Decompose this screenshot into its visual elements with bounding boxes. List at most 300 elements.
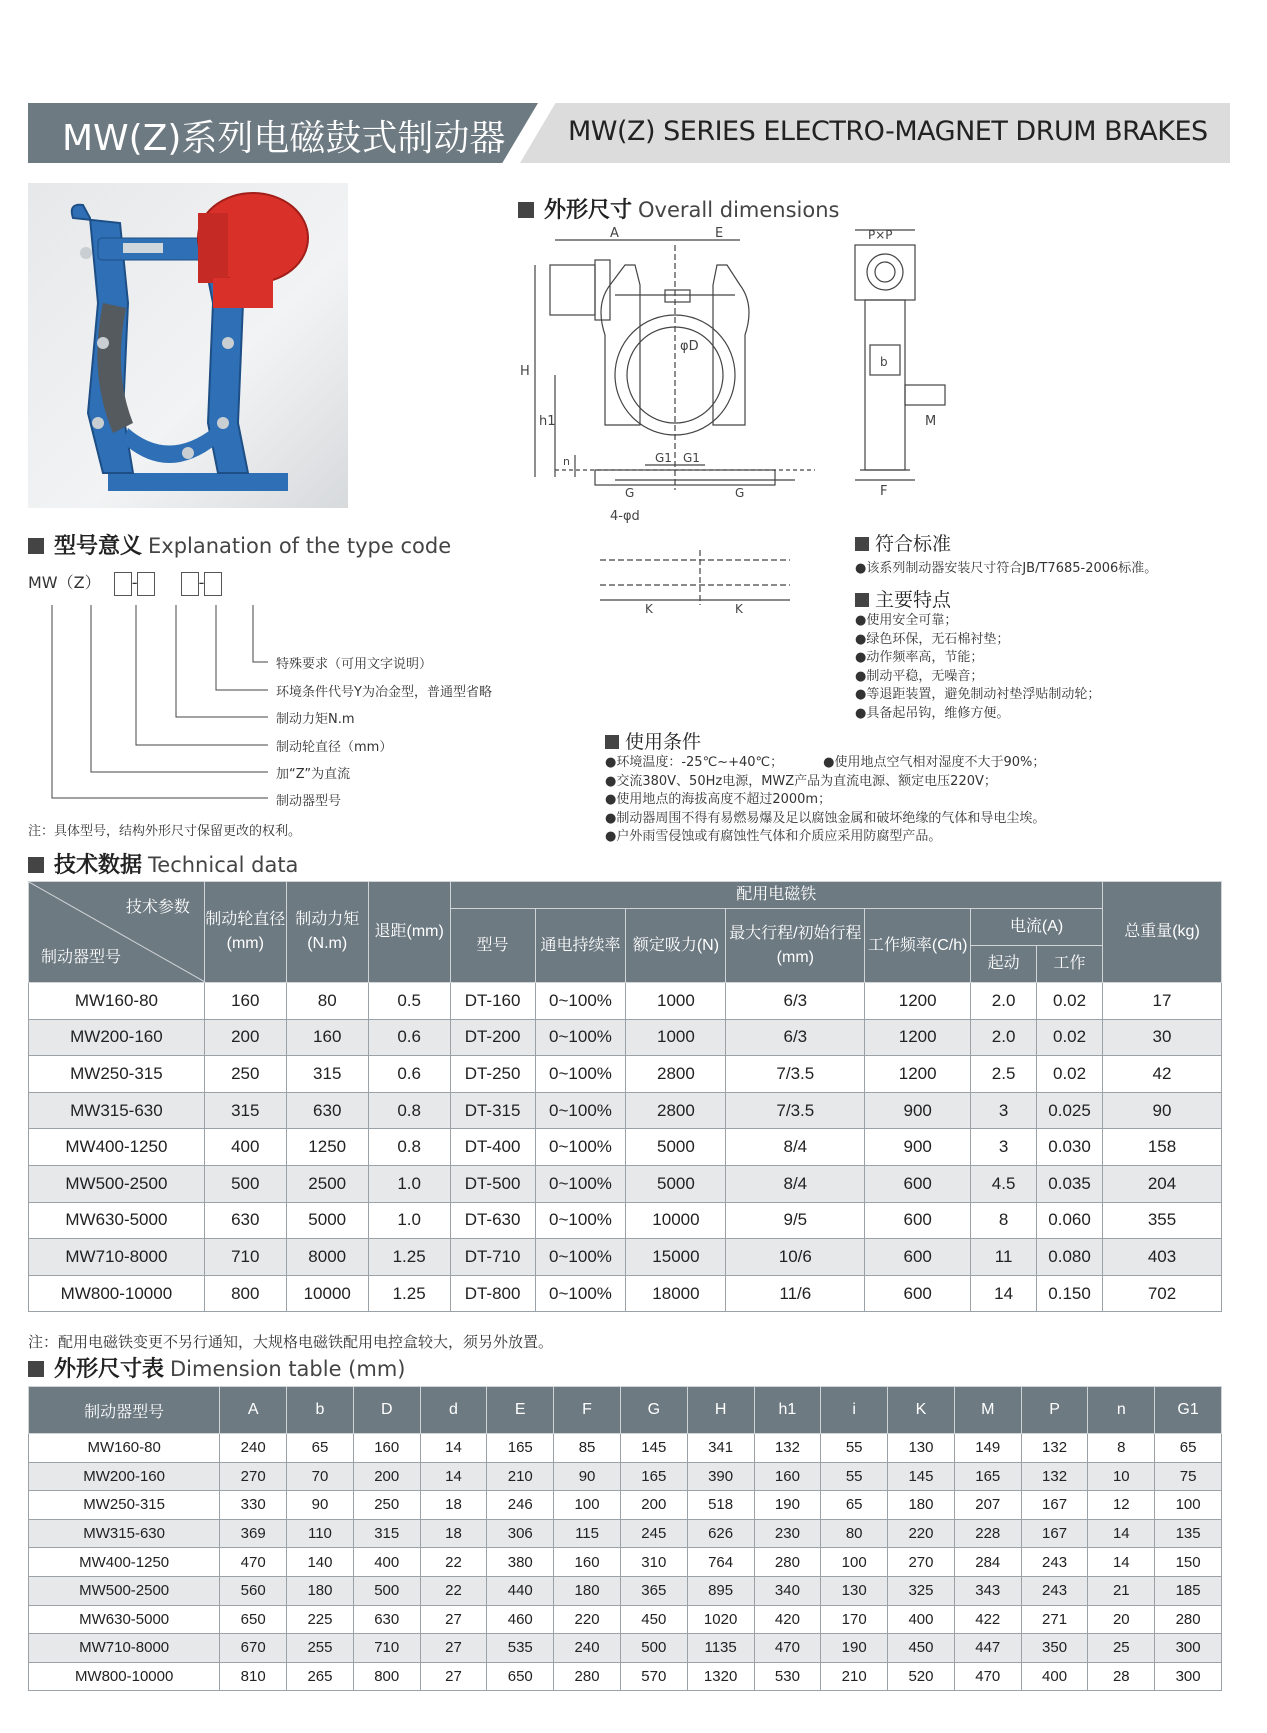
table-row: [29, 1092, 1222, 1129]
table-cell: 25: [1088, 1634, 1155, 1663]
table-cell: 190: [754, 1491, 821, 1520]
column-header: h1: [754, 1387, 821, 1434]
table-cell: 518: [687, 1491, 754, 1520]
dimension-table: [28, 1386, 1222, 1691]
type-code-box: [114, 572, 132, 596]
table-cell: 21: [1088, 1576, 1155, 1605]
header-force: 额定吸力(N): [626, 909, 726, 983]
table-cell: 440: [487, 1576, 554, 1605]
table-cell: 340: [754, 1576, 821, 1605]
table-cell: 90: [554, 1462, 621, 1491]
table-cell: 520: [888, 1662, 955, 1691]
model-cell: MW160-80: [29, 983, 205, 1020]
table-cell: 400: [353, 1548, 420, 1577]
table-row: [29, 1202, 1222, 1239]
table-cell: 2.0: [971, 983, 1037, 1020]
type-code-line: 制动轮直径（mm）: [276, 740, 393, 755]
table-cell: 200: [353, 1462, 420, 1491]
table-cell: 2800: [626, 1092, 726, 1129]
table-cell: 315: [204, 1092, 286, 1129]
table-cell: 1200: [865, 1019, 971, 1056]
table-cell: 246: [487, 1491, 554, 1520]
table-cell: 0.060: [1037, 1202, 1103, 1239]
table-cell: 230: [754, 1519, 821, 1548]
dimension-table-title: 外形尺寸表 Dimension table (mm): [28, 1352, 405, 1383]
table-cell: 1000: [626, 1019, 726, 1056]
table-cell: 0.030: [1037, 1129, 1103, 1166]
table-cell: 4.5: [971, 1165, 1037, 1202]
table-cell: 28: [1088, 1662, 1155, 1691]
table-cell: 1320: [687, 1662, 754, 1691]
table-cell: DT-500: [450, 1165, 535, 1202]
table-cell: 10/6: [726, 1239, 865, 1276]
type-code-leader-lines: [28, 605, 278, 805]
column-header: 制动器型号: [29, 1387, 220, 1434]
table-cell: 22: [420, 1548, 487, 1577]
table-row: [29, 1605, 1222, 1634]
dim-label-d: φD: [680, 339, 699, 354]
conditions-item: ●交流380V、50Hz电源，MWZ产品为直流电源、额定电压220V；: [605, 773, 997, 789]
table-cell: 315: [286, 1056, 368, 1093]
header-torque: 制动力矩(N.m): [286, 882, 368, 983]
features-item: ●绿色环保，无石棉衬垫；: [855, 631, 1010, 647]
table-cell: 0.035: [1037, 1165, 1103, 1202]
table-cell: 330: [220, 1491, 287, 1520]
table-cell: 115: [554, 1519, 621, 1548]
table-cell: 300: [1155, 1634, 1222, 1663]
column-header: b: [287, 1387, 354, 1434]
model-cell: MW160-80: [29, 1434, 220, 1463]
table-cell: DT-710: [450, 1239, 535, 1276]
model-cell: MW500-2500: [29, 1165, 205, 1202]
table-cell: 284: [954, 1548, 1021, 1577]
type-code-box: [137, 572, 155, 596]
table-cell: 11/6: [726, 1275, 865, 1312]
table-cell: 0.150: [1037, 1275, 1103, 1312]
table-cell: 270: [888, 1548, 955, 1577]
features-item: ●动作频率高，节能；: [855, 650, 984, 665]
dim-label-g-right: G: [735, 486, 745, 500]
table-cell: DT-160: [450, 983, 535, 1020]
table-cell: 0~100%: [535, 1019, 626, 1056]
table-cell: 8: [1088, 1434, 1155, 1463]
table-cell: 500: [620, 1634, 687, 1663]
dim-label-k-left: K: [645, 602, 653, 615]
table-cell: DT-315: [450, 1092, 535, 1129]
table-cell: 207: [954, 1491, 1021, 1520]
side-view-drawing: [840, 225, 960, 505]
table-cell: 1250: [286, 1129, 368, 1166]
table-cell: 270: [220, 1462, 287, 1491]
table-cell: 10000: [626, 1202, 726, 1239]
model-cell: MW200-160: [29, 1019, 205, 1056]
table-row: [29, 983, 1222, 1020]
table-cell: 55: [821, 1462, 888, 1491]
table-cell: 110: [287, 1519, 354, 1548]
dim-label-holes: 4-φd: [610, 509, 640, 524]
table-cell: 132: [754, 1434, 821, 1463]
features-list: [855, 612, 1100, 723]
column-header: H: [687, 1387, 754, 1434]
table-row: [29, 1576, 1222, 1605]
type-code-line: 制动力矩N.m: [276, 712, 355, 727]
table-cell: 280: [1155, 1605, 1222, 1634]
drum-brake-illustration: [28, 183, 348, 508]
table-cell: 450: [620, 1605, 687, 1634]
table-cell: 470: [220, 1548, 287, 1577]
type-code-box: [204, 572, 222, 596]
dim-label-m: M: [925, 414, 937, 429]
model-cell: MW630-5000: [29, 1605, 220, 1634]
table-cell: 0~100%: [535, 1239, 626, 1276]
table-cell: 3: [971, 1092, 1037, 1129]
dim-label-g1-right: G1: [683, 451, 700, 465]
table-cell: 0.025: [1037, 1092, 1103, 1129]
table-cell: 70: [287, 1462, 354, 1491]
table-cell: 650: [220, 1605, 287, 1634]
table-cell: 560: [220, 1576, 287, 1605]
table-cell: 1.25: [368, 1275, 450, 1312]
table-cell: 5000: [626, 1165, 726, 1202]
conditions-list: [605, 754, 1045, 847]
table-cell: 460: [487, 1605, 554, 1634]
table-cell: 0.8: [368, 1092, 450, 1129]
table-cell: DT-400: [450, 1129, 535, 1166]
column-header: F: [554, 1387, 621, 1434]
table-cell: 130: [888, 1434, 955, 1463]
table-cell: 2500: [286, 1165, 368, 1202]
table-cell: 810: [220, 1662, 287, 1691]
page-title-cn: MW(Z)系列电磁鼓式制动器: [62, 118, 506, 159]
dim-label-g1-left: G1: [655, 451, 672, 465]
table-cell: 280: [754, 1548, 821, 1577]
table-cell: 626: [687, 1519, 754, 1548]
dim-label-h1: h1: [539, 414, 556, 429]
table-cell: 600: [865, 1165, 971, 1202]
model-cell: MW710-8000: [29, 1634, 220, 1663]
table-cell: 650: [487, 1662, 554, 1691]
square-bullet-icon: [28, 1361, 44, 1377]
conditions-item: ●使用地点空气相对湿度不大于90%；: [823, 755, 1046, 770]
column-header: E: [487, 1387, 554, 1434]
table-cell: 710: [204, 1239, 286, 1276]
header-diagonal-cell: [29, 882, 205, 983]
table-cell: 220: [888, 1519, 955, 1548]
table-cell: 130: [821, 1576, 888, 1605]
table-cell: 65: [821, 1491, 888, 1520]
header-wheel-diameter: 制动轮直径(mm): [204, 882, 286, 983]
table-cell: 8/4: [726, 1129, 865, 1166]
table-cell: 140: [287, 1548, 354, 1577]
table-row: [29, 1056, 1222, 1093]
table-cell: 310: [620, 1548, 687, 1577]
table-cell: 18: [420, 1519, 487, 1548]
table-cell: 90: [287, 1491, 354, 1520]
table-cell: 369: [220, 1519, 287, 1548]
table-cell: 55: [821, 1434, 888, 1463]
table-cell: 300: [1155, 1662, 1222, 1691]
table-cell: 27: [420, 1662, 487, 1691]
table-row: [29, 1129, 1222, 1166]
column-header: i: [821, 1387, 888, 1434]
table-cell: 0.6: [368, 1019, 450, 1056]
table-cell: 228: [954, 1519, 1021, 1548]
table-cell: 630: [353, 1605, 420, 1634]
table-cell: 0~100%: [535, 1202, 626, 1239]
table-row: [29, 1434, 1222, 1463]
header-model: 制动器型号: [41, 949, 122, 966]
conditions-item: ●制动器周围不得有易燃易爆及足以腐蚀金属和破坏绝缘的气体和导电尘埃。: [605, 810, 1046, 826]
model-cell: MW400-1250: [29, 1548, 220, 1577]
type-code-prefix: MW（Z）: [28, 573, 101, 592]
table-cell: 470: [954, 1662, 1021, 1691]
table-cell: 150: [1155, 1548, 1222, 1577]
table-cell: 14: [1088, 1519, 1155, 1548]
column-header: M: [954, 1387, 1021, 1434]
header-magnet-type: 型号: [450, 909, 535, 983]
model-cell: MW800-10000: [29, 1275, 205, 1312]
table-row: [29, 1662, 1222, 1691]
table-row: [29, 1165, 1222, 1202]
table-cell: 500: [353, 1576, 420, 1605]
dim-label-f: F: [880, 484, 888, 499]
technical-data-note: 注：配用电磁铁变更不另行通知，大规格电磁铁配用电控盒较大，须另外放置。: [28, 1333, 554, 1351]
header-current: 电流(A): [971, 909, 1103, 946]
table-cell: 30: [1103, 1019, 1222, 1056]
dim-label-g-left: G: [625, 486, 635, 500]
table-cell: 390: [687, 1462, 754, 1491]
table-cell: 17: [1103, 983, 1222, 1020]
table-cell: 5000: [626, 1129, 726, 1166]
table-cell: 900: [865, 1092, 971, 1129]
table-cell: 600: [865, 1239, 971, 1276]
features-item: ●具备起吊钩，维修方便。: [855, 705, 1010, 721]
table-cell: 132: [1021, 1434, 1088, 1463]
table-cell: 204: [1103, 1165, 1222, 1202]
features-item: ●等退距装置，避免制动衬垫浮贴制动轮；: [855, 687, 1101, 702]
square-bullet-icon: [855, 537, 869, 551]
table-cell: 343: [954, 1576, 1021, 1605]
table-cell: 27: [420, 1605, 487, 1634]
header-current-work: 工作: [1037, 946, 1103, 983]
table-cell: 530: [754, 1662, 821, 1691]
conditions-item: ●环境温度：-25℃~+40℃；: [605, 755, 784, 770]
table-cell: 210: [821, 1662, 888, 1691]
table-cell: 243: [1021, 1576, 1088, 1605]
square-bullet-icon: [28, 538, 44, 554]
table-cell: 0.8: [368, 1129, 450, 1166]
dim-label-pxp: P×P: [868, 228, 893, 242]
model-cell: MW250-315: [29, 1056, 205, 1093]
table-cell: 800: [353, 1662, 420, 1691]
table-cell: 27: [420, 1634, 487, 1663]
table-cell: 11: [971, 1239, 1037, 1276]
table-cell: 271: [1021, 1605, 1088, 1634]
table-cell: 0~100%: [535, 983, 626, 1020]
technical-data-table: [28, 881, 1222, 1312]
column-header: d: [420, 1387, 487, 1434]
table-cell: 447: [954, 1634, 1021, 1663]
column-header: n: [1088, 1387, 1155, 1434]
column-header: A: [220, 1387, 287, 1434]
table-cell: 42: [1103, 1056, 1222, 1093]
features-item: ●使用安全可靠；: [855, 613, 958, 628]
table-cell: 18: [420, 1491, 487, 1520]
table-cell: 365: [620, 1576, 687, 1605]
table-cell: 9/5: [726, 1202, 865, 1239]
table-cell: 180: [287, 1576, 354, 1605]
table-row: [29, 1519, 1222, 1548]
table-cell: 6/3: [726, 1019, 865, 1056]
table-cell: 240: [554, 1634, 621, 1663]
table-cell: 14: [1088, 1548, 1155, 1577]
table-cell: 200: [204, 1019, 286, 1056]
page-title-en: MW(Z) SERIES ELECTRO-MAGNET DRUM BRAKES: [568, 116, 1208, 147]
table-cell: 0.02: [1037, 983, 1103, 1020]
dim-label-h: H: [520, 364, 530, 379]
table-cell: 1135: [687, 1634, 754, 1663]
table-cell: 306: [487, 1519, 554, 1548]
type-code-line: 特殊要求（可用文字说明）: [276, 657, 433, 672]
table-cell: 160: [286, 1019, 368, 1056]
table-cell: 14: [971, 1275, 1037, 1312]
table-cell: 5000: [286, 1202, 368, 1239]
table-cell: 22: [420, 1576, 487, 1605]
table-cell: 85: [554, 1434, 621, 1463]
square-bullet-icon: [28, 857, 44, 873]
table-cell: 160: [204, 983, 286, 1020]
table-cell: 250: [204, 1056, 286, 1093]
table-cell: 15000: [626, 1239, 726, 1276]
table-cell: 210: [487, 1462, 554, 1491]
type-code-title: 型号意义 Explanation of the type code: [28, 529, 451, 560]
table-cell: 355: [1103, 1202, 1222, 1239]
table-cell: 65: [1155, 1434, 1222, 1463]
table-cell: 160: [754, 1462, 821, 1491]
table-cell: 280: [554, 1662, 621, 1691]
header-magnet-group: 配用电磁铁: [450, 882, 1102, 909]
table-cell: 0~100%: [535, 1092, 626, 1129]
table-cell: 132: [1021, 1462, 1088, 1491]
table-cell: 7/3.5: [726, 1056, 865, 1093]
product-photo: [28, 183, 348, 508]
model-cell: MW710-8000: [29, 1239, 205, 1276]
table-cell: 450: [888, 1634, 955, 1663]
base-plan-drawing: [590, 545, 810, 615]
table-cell: 10000: [286, 1275, 368, 1312]
table-cell: 6/3: [726, 983, 865, 1020]
column-header: P: [1021, 1387, 1088, 1434]
table-cell: 12: [1088, 1491, 1155, 1520]
model-cell: MW250-315: [29, 1491, 220, 1520]
table-cell: 180: [554, 1576, 621, 1605]
model-cell: MW630-5000: [29, 1202, 205, 1239]
table-cell: 630: [286, 1092, 368, 1129]
table-cell: DT-630: [450, 1202, 535, 1239]
table-cell: 570: [620, 1662, 687, 1691]
type-code-line: 加“Z”为直流: [276, 767, 351, 782]
table-cell: DT-800: [450, 1275, 535, 1312]
model-cell: MW200-160: [29, 1462, 220, 1491]
dim-label-n: n: [563, 455, 570, 468]
overall-dimensions-title: 外形尺寸 Overall dimensions: [518, 193, 839, 224]
conditions-item: ●户外雨雪侵蚀或有腐蚀性气体和介质应采用防腐型产品。: [605, 829, 942, 844]
table-cell: 764: [687, 1548, 754, 1577]
column-header: G: [620, 1387, 687, 1434]
table-cell: 670: [220, 1634, 287, 1663]
table-cell: 200: [620, 1491, 687, 1520]
table-cell: 165: [954, 1462, 1021, 1491]
table-cell: 10: [1088, 1462, 1155, 1491]
table-cell: 165: [620, 1462, 687, 1491]
table-cell: 0.5: [368, 983, 450, 1020]
header-stroke: 最大行程/初始行程(mm): [726, 909, 865, 983]
dim-label-e: E: [715, 226, 724, 241]
technical-data-title: 技术数据 Technical data: [28, 848, 298, 879]
table-cell: 14: [420, 1434, 487, 1463]
header-weight: 总重量(kg): [1103, 882, 1222, 983]
table-cell: 165: [487, 1434, 554, 1463]
table-row: [29, 1462, 1222, 1491]
table-cell: 149: [954, 1434, 1021, 1463]
table-cell: 600: [865, 1275, 971, 1312]
table-cell: 2.0: [971, 1019, 1037, 1056]
type-code-line: 环境条件代号Y为冶金型，普通型省略: [276, 685, 492, 700]
table-cell: 145: [888, 1462, 955, 1491]
table-cell: 100: [1155, 1491, 1222, 1520]
table-cell: 20: [1088, 1605, 1155, 1634]
table-cell: 75: [1155, 1462, 1222, 1491]
table-cell: 470: [754, 1634, 821, 1663]
table-cell: 167: [1021, 1519, 1088, 1548]
table-cell: 403: [1103, 1239, 1222, 1276]
table-cell: 535: [487, 1634, 554, 1663]
table-cell: 710: [353, 1634, 420, 1663]
table-cell: 1.0: [368, 1202, 450, 1239]
table-row: [29, 1019, 1222, 1056]
table-cell: 350: [1021, 1634, 1088, 1663]
table-cell: DT-250: [450, 1056, 535, 1093]
table-row: [29, 1548, 1222, 1577]
table-cell: 250: [353, 1491, 420, 1520]
table-cell: 100: [554, 1491, 621, 1520]
table-cell: 100: [821, 1548, 888, 1577]
standards-title: 符合标准: [855, 529, 951, 556]
table-cell: 245: [620, 1519, 687, 1548]
table-cell: 255: [287, 1634, 354, 1663]
column-header: G1: [1155, 1387, 1222, 1434]
table-cell: 80: [286, 983, 368, 1020]
table-cell: 895: [687, 1576, 754, 1605]
model-cell: MW500-2500: [29, 1576, 220, 1605]
table-cell: 145: [620, 1434, 687, 1463]
table-cell: 1.25: [368, 1239, 450, 1276]
table-cell: 1000: [626, 983, 726, 1020]
table-cell: 190: [821, 1634, 888, 1663]
table-cell: 500: [204, 1165, 286, 1202]
conditions-title: 使用条件: [605, 727, 701, 754]
header-duty: 通电持续率: [535, 909, 626, 983]
table-row: [29, 1634, 1222, 1663]
table-cell: 160: [353, 1434, 420, 1463]
table-cell: 158: [1103, 1129, 1222, 1166]
table-cell: 0~100%: [535, 1275, 626, 1312]
table-cell: 1200: [865, 983, 971, 1020]
column-header: K: [888, 1387, 955, 1434]
type-code-formula: MW（Z） - -: [28, 570, 222, 596]
table-cell: 0.02: [1037, 1056, 1103, 1093]
model-cell: MW800-10000: [29, 1662, 220, 1691]
